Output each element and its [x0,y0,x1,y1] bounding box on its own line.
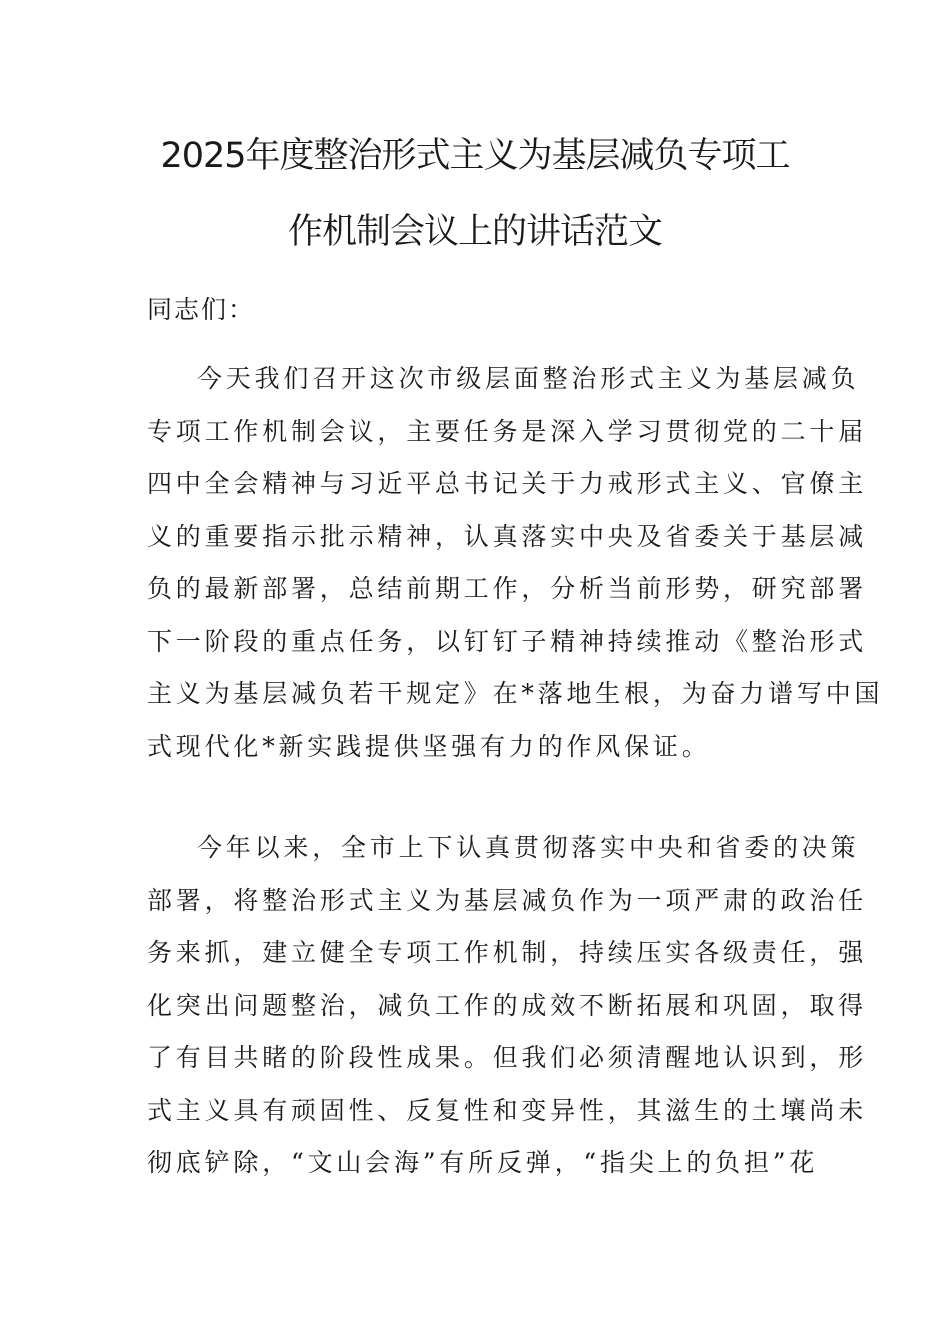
paragraph-line: 化突出问题整治，减负工作的成效不断拓展和巩固，取得 [147,990,868,1020]
paragraph-1 [147,353,884,773]
paragraph-line: 式主义具有顽固性、反复性和变异性，其滋生的土壤尚未 [147,1095,868,1125]
paragraph-line: 今年以来，全市上下认真贯彻落实中央和省委的决策 [197,833,860,862]
paragraph-line: 今天我们召开这次市级层面整治形式主义为基层减负 [197,364,860,393]
salutation: 同志们： [147,295,256,324]
paragraph-line: 下一阶段的重点任务，以钉钉子精神持续推动《整治形式 [147,626,868,656]
paragraph-line: 务来抓，建立健全专项工作机制，持续压实各级责任，强 [147,938,868,967]
document-title-line-2: 作机制会议上的讲话范文 [287,212,662,252]
paragraph-2 [147,822,868,1190]
paragraph-line: 负的最新部署，总结前期工作，分析当前形势，研究部署 [147,574,868,603]
paragraph-line: 义的重要指示批示精神，认真落实中央及省委关于基层减 [147,521,868,551]
paragraph-line: 了有目共睹的阶段性成果。但我们必须清醒地认识到，形 [147,1043,868,1072]
paragraph-line: 式现代化*新实践提供坚强有力的作风保证。 [147,731,711,761]
paragraph-line: 专项工作机制会议，主要任务是深入学习贯彻党的二十届 [147,416,868,446]
document-title-line-1: 2025年度整治形式主义为基层减负专项工 [160,136,790,176]
paragraph-line: 彻底铲除，“文山会海”有所反弹，“指尖上的负担”花 [147,1148,819,1177]
paragraph-line: 四中全会精神与习近平总书记关于力戒形式主义、官僚主 [147,469,868,498]
paragraph-line: 主义为基层减负若干规定》在*落地生根，为奋力谱写中国 [147,679,884,708]
paragraph-line: 部署，将整治形式主义为基层减负作为一项严肃的政治任 [147,885,868,915]
